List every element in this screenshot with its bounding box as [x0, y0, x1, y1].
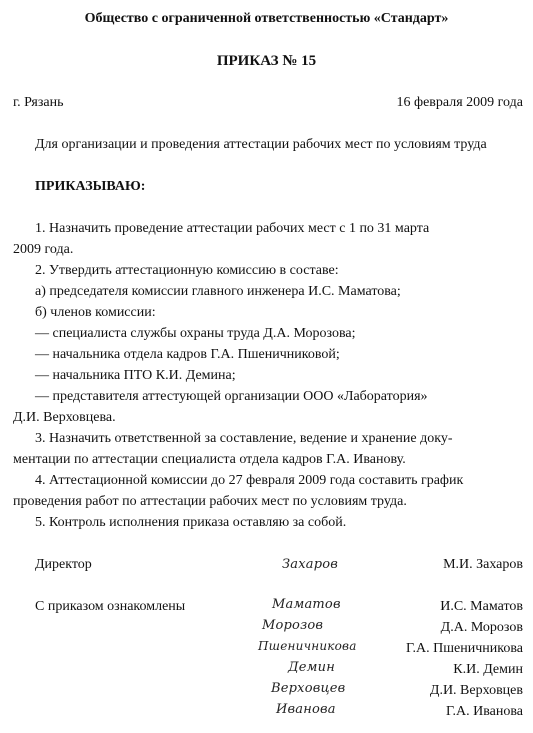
order-date: 16 февраля 2009 года: [396, 95, 523, 110]
member-3: — начальника ПТО К.И. Демина;: [35, 368, 236, 383]
member-1: — специалиста службы охраны труда Д.А. Морозова;: [35, 326, 356, 341]
director-name: М.И. Захаров: [443, 557, 523, 572]
order-title: ПРИКАЗ № 15: [216, 53, 317, 69]
item-1-line-2: 2009 года.: [13, 242, 74, 257]
acknowledged-label: С приказом ознакомлены: [35, 599, 186, 614]
ack-name-morozov: Д.А. Морозов: [440, 620, 523, 635]
item-2a: а) председателя комиссии главного инженера И.С. Маматова;: [35, 284, 401, 299]
member-4-line-1: — представителя аттестующей организации ООО «Лаборатория»: [35, 389, 428, 404]
signature-demin: Демин: [288, 660, 335, 675]
ack-name-verkhovtsev: Д.И. Верховцев: [429, 683, 523, 698]
member-4-line-2: Д.И. Верховцева.: [13, 410, 116, 425]
director-signature: Захаров: [282, 557, 339, 572]
item-3-line-1: 3. Назначить ответственной за составление, ведение и хранение доку-: [35, 431, 453, 446]
item-3-line-2: ментации по аттестации специалиста отдела кадров Г.А. Иванову.: [13, 452, 406, 467]
ack-name-ivanova: Г.А. Иванова: [445, 704, 523, 719]
preamble: Для организации и проведения аттестации рабочих мест по условиям труда: [35, 137, 487, 152]
signature-pshenichnikova: Пшеничникова: [258, 639, 357, 653]
item-1-line-1: 1. Назначить проведение аттестации рабочих мест с 1 по 31 марта: [35, 221, 430, 236]
member-2: — начальника отдела кадров Г.А. Пшеничниковой;: [35, 347, 340, 362]
ack-name-demin: К.И. Демин: [453, 662, 523, 677]
item-2: 2. Утвердить аттестационную комиссию в составе:: [35, 263, 339, 278]
item-4-line-1: 4. Аттестационной комиссии до 27 февраля 2009 года составить график: [35, 473, 464, 488]
city: г. Рязань: [13, 95, 64, 110]
signature-verkhovtsev: Верховцев: [271, 681, 346, 696]
signature-mamatov: Маматов: [272, 597, 341, 612]
item-2b: б) членов комиссии:: [35, 305, 156, 320]
director-label: Директор: [35, 557, 92, 572]
ack-name-pshenichnikova: Г.А. Пшеничникова: [406, 641, 523, 656]
signature-ivanova: Иванова: [276, 702, 336, 717]
signature-morozov: Морозов: [262, 618, 324, 633]
organization-name: Общество с ограниченной ответственностью «Стандарт»: [84, 11, 449, 26]
ack-name-mamatov: И.С. Маматов: [440, 599, 523, 614]
order-word: ПРИКАЗЫВАЮ:: [35, 179, 146, 194]
item-5: 5. Контроль исполнения приказа оставляю за собой.: [35, 515, 347, 530]
item-4-line-2: проведения работ по аттестации рабочих мест по условиям труда.: [13, 494, 407, 509]
